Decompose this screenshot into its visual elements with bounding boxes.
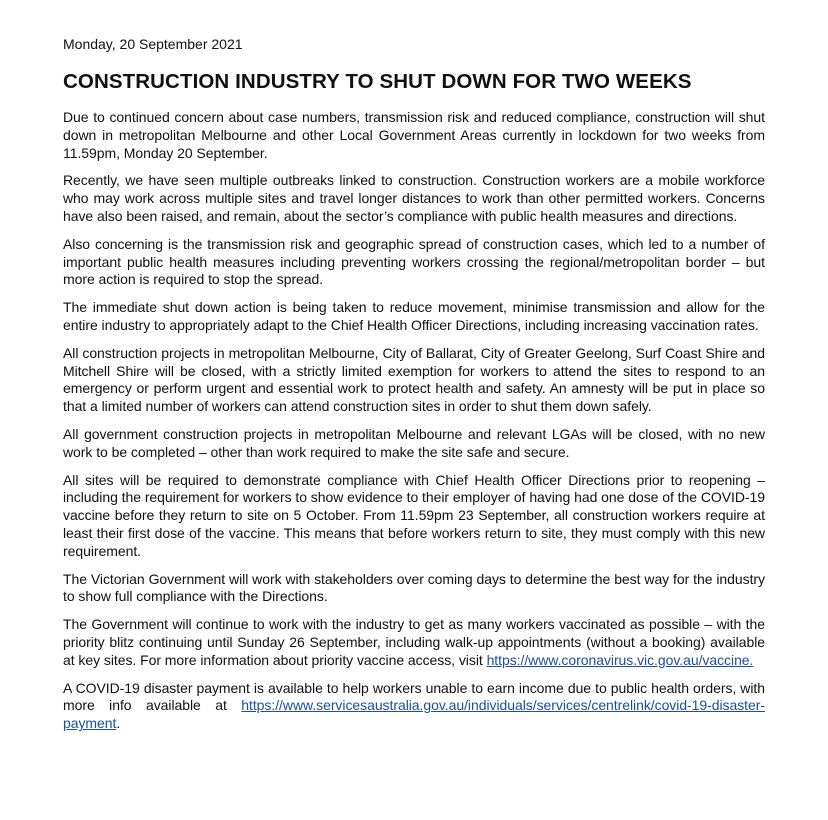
paragraph-7: All sites will be required to demonstrate compliance with Chief Health Officer Directions prior to reopening – including the requirement for workers to show evidence to their employer of having had one dose of the COVID-19 vaccine before they return to site on 5 October. From 11.59pm 23 September, all construction workers require at least their first dose of the vaccine. This means that before workers return to site, they must comply with this new requirement. [63, 471, 765, 559]
paragraph-8: The Victorian Government will work with stakeholders over coming days to determine the best way for the industry to show full compliance with the Directions. [63, 570, 765, 605]
paragraph-3: Also concerning is the transmission risk and geographic spread of construction cases, which led to a number of important public health measures including preventing workers crossing the regional/metropolitan border – but more action is required to stop the spread. [63, 235, 765, 288]
paragraph-4: The immediate shut down action is being taken to reduce movement, minimise transmission and allow for the entire industry to appropriately adapt to the Chief Health Officer Directions, including increasing vaccination rates. [63, 299, 765, 333]
paragraph-9-text: The Government will continue to work with the industry to get as many workers vaccinated as possible – with the priority blitz continuing until Sunday 26 September, including walk-up appointments (without a booking) available at key sites. For more information about priority vaccine access, visit [63, 616, 765, 668]
paragraph-5: All construction projects in metropolitan Melbourne, City of Ballarat, City of Greater Geelong, Surf Coast Shire and Mitchell Shire will be closed, with a strictly limited exemption for workers to attend the sites to respond to an emergency or perform urgent and essential work to protect health and safety. An amnesty will be put in place so that a limited number of workers can attend construction sites in order to shut them down safely. [63, 344, 765, 415]
vaccine-info-link[interactable]: https://www.coronavirus.vic.gov.au/vaccine. [486, 651, 754, 668]
paragraph-6: All government construction projects in metropolitan Melbourne and relevant LGAs will be closed, with no new work to be completed – other than work required to make the site safe and secure. [63, 425, 765, 460]
document-date: Monday, 20 September 2021 [63, 36, 243, 52]
paragraph-10-text: A COVID-19 disaster payment is available to help workers unable to earn income due to public health orders, with more info available at [63, 679, 765, 714]
paragraph-9 [63, 616, 765, 669]
paragraph-10 [63, 680, 765, 733]
paragraph-2: Recently, we have seen multiple outbreaks linked to construction. Construction workers are a mobile workforce who may work across multiple sites and travel longer distances to work than other permitted workers. Concerns have also been raised, and remain, about the sector’s compliance with public health measures and directions. [63, 172, 765, 224]
document-title: CONSTRUCTION INDUSTRY TO SHUT DOWN FOR TWO WEEKS [63, 70, 692, 93]
disaster-payment-link[interactable]: https://www.servicesaustralia.gov.au/individuals/services/centrelink/covid-19-disaster-payment [63, 697, 765, 732]
paragraph-10-end: . [116, 715, 121, 732]
paragraph-1: Due to continued concern about case numbers, transmission risk and reduced compliance, construction will shut down in metropolitan Melbourne and other Local Government Areas currently in lockdown for two weeks from 11.59pm, Monday 20 September. [63, 109, 765, 161]
